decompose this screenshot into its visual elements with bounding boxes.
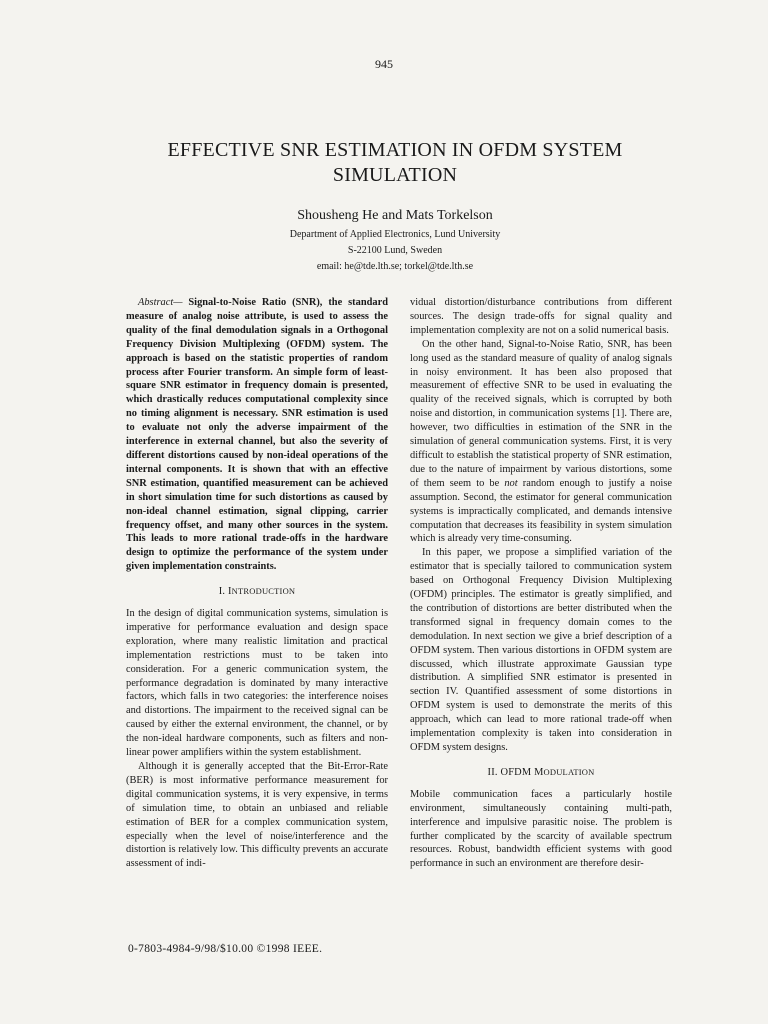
intro-paragraph-3: On the other hand, Signal-to-Noise Ratio, SNR, has been long used as the standard measure of quality of analog signals in noisy environment. It has been also proposed that measurement of effective SNR to be used in evaluating the quality of the received signals, which is corrupted by both noise and distortion, in communication systems [1]. There are, however, two difficulties in estimation of the SNR in the simulation of general communication systems. First, it is very difficult to establish the statistical property of SNR estimation, due to the nature of impairment by various distortions, some of them seem to be not random enough to justify a noise assumption. Second, the estimator for general communication systems is impractically complicated, and demands intensive computation that decreases its feasibility in system simulation which is already very time-consuming. (410, 338, 672, 545)
authors: Shousheng He and Mats Torkelson (297, 208, 493, 223)
abstract-label: Abstract— (138, 297, 183, 308)
intro-paragraph-2: Although it is generally accepted that the Bit-Error-Rate (BER) is most informative performance measurement for digital communication systems, it is very expensive, in terms of simulation time, to obtain an unbiased and reliable estimation of BER for a complex communication system, especially when the level of noise/interference and the distortion is relatively low. This difficulty prevents an accurate assessment of indi- (126, 761, 388, 870)
paper-title (100, 138, 690, 188)
abstract-text: Signal-to-Noise Ratio (SNR), the standard measure of analog noise attribute, is used to assess the quality of the final demodulation signals in a Orthogonal Frequency Division Multiplexing (OFDM) system. The approach is based on the statistic properties of random process after Fourier transform. An simple form of least-square SNR estimator in frequency domain is presented, which drastically reduces computational complexity since no timing alignment is necessary. SNR estimation is used to evaluate not only the adverse impairment of the interference in external channel, but also the severity of different distortions caused by non-ideal operations of the internal components. It is shown that with an effective SNR estimation, quantified measurement can be achieved in short simulation time for such distortions as caused by non-ideal channel estimation, signal clipping, carrier frequency offset, and many other sources in the system. This leads to more rational trade-offs in the hardware design to optimize the performance of the system under given implementation constraints. (126, 297, 388, 573)
page-number: 945 (375, 57, 393, 71)
right-column (410, 296, 672, 871)
abstract (126, 296, 388, 574)
ofdm-paragraph-1: Mobile communication faces a particularly hostile environment, simultaneously containing multi-path, interference and impulsive parasitic noise. The problem is further complicated by the scarcity of available spectrum resources. Robust, bandwidth efficient systems with good performance in such an environment are therefore desir- (410, 788, 672, 870)
email: email: he@tde.lth.se; torkel@tde.lth.se (316, 261, 474, 272)
address: S-22100 Lund, Sweden (347, 245, 443, 256)
copyright-notice: 0-7803-4984-9/98/$10.00 ©1998 IEEE. (128, 943, 323, 955)
left-column (126, 296, 388, 871)
section-heading-introduction: I. INTRODUCTION (218, 586, 296, 598)
department: Department of Applied Electronics, Lund University (289, 229, 501, 240)
intro-paragraph-continued: vidual distortion/disturbance contributions from different sources. The design trade-offs for signal quality and implementation complexity are not on a solid numerical basis. (410, 297, 672, 336)
section-heading-ofdm-modulation: II. OFDM MODULATION (487, 766, 595, 778)
intro-paragraph-1: In the design of digital communication systems, simulation is imperative for performance evaluation and design space exploration, where many realistic limitation and practical implementation restrictions must to be taken into consideration. For a generic communication system, the performance degradation is dominated by many interactive factors, which falls in two categories: the interference noises and distortions. The impairment to the received signal can be caused by either the external environment, the channel, or by the non-ideal hardware components, such as filters and non-linear power amplifiers within the system establishment. (126, 608, 388, 759)
intro-paragraph-4: In this paper, we propose a simplified variation of the estimator that is specially tailored to communication system based on Orthogonal Frequency Division Multiplexing (OFDM) principles. The estimator is greatly simplified, and the contribution of distortions are better distributed when the transformed signal in frequency domain comes to the demodulation. In next section we give a brief description of a OFDM system. Then various distortions in OFDM system are discussed, which illustrate approximate Gaussian type distribution. A simplified SNR estimator is presented in section IV. Quantified assessment of some distortions in OFDM system is used to demonstrate the merits of this approach, which can lead to more rational trade-off when implementation complexity is taken into consideration in OFDM system designs. (410, 547, 672, 753)
title-line-2: SIMULATION (332, 164, 458, 186)
title-line-1: EFFECTIVE SNR ESTIMATION IN OFDM SYSTEM (167, 139, 623, 161)
emphasis-not: not (504, 477, 518, 489)
